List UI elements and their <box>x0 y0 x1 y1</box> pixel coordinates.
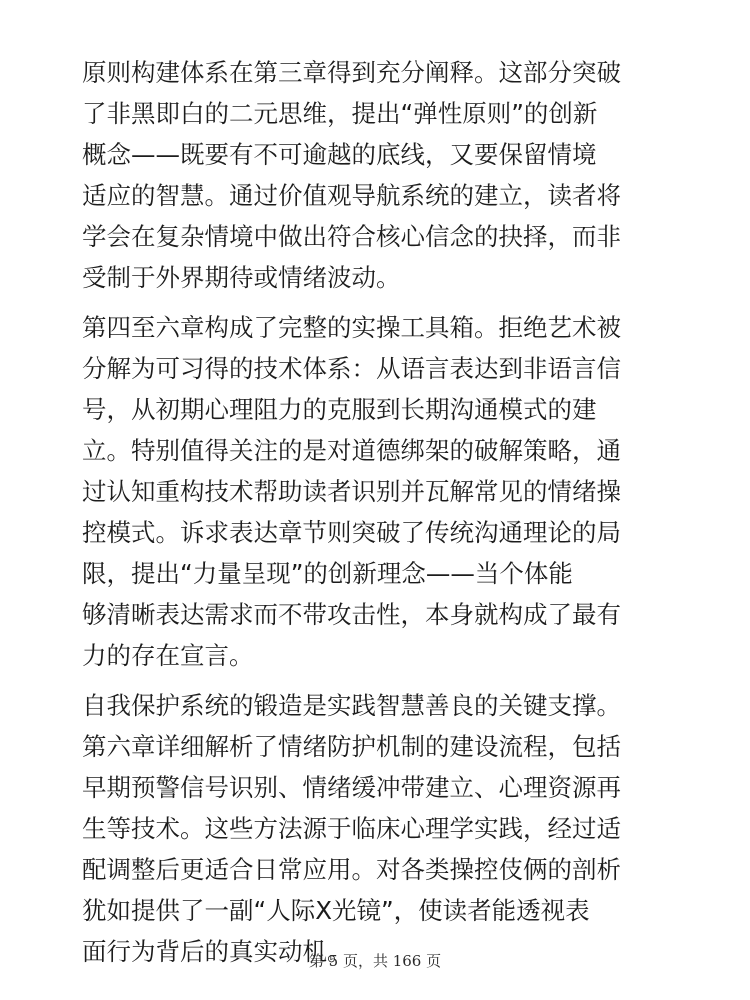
text-line: 限，提出“力量呈现”的创新理念——当个体能 <box>82 559 573 588</box>
text-line: 自我保护系统的锻造是实践智慧善良的关键支撑。 <box>82 691 621 720</box>
text-line: 受制于外界期待或情绪波动。 <box>82 263 401 292</box>
text-line: 面行为背后的真实动机。 <box>82 937 352 966</box>
text-line: 立。特别值得关注的是对道德绑架的破解策略，通 <box>82 436 621 465</box>
body-text <box>82 52 682 981</box>
text-line: 控模式。诉求表达章节则突破了传统沟通理论的局 <box>82 518 621 547</box>
paragraph-3 <box>82 685 682 972</box>
text-line: 分解为可习得的技术体系：从语言表达到非语言信 <box>82 354 621 383</box>
text-line: 学会在复杂情境中做出符合核心信念的抉择，而非 <box>82 222 621 251</box>
text-line: 适应的智慧。通过价值观导航系统的建立，读者将 <box>82 181 621 210</box>
text-line: 配调整后更适合日常应用。对各类操控伎俩的剖析 <box>82 855 621 884</box>
text-line: 过认知重构技术帮助读者识别并瓦解常见的情绪操 <box>82 477 621 506</box>
text-line: 犹如提供了一副“人际X光镜”，使读者能透视表 <box>82 896 590 925</box>
text-line: 概念——既要有不可逾越的底线，又要保留情境 <box>82 140 597 169</box>
paragraph-2 <box>82 307 682 676</box>
text-line: 第四至六章构成了完整的实操工具箱。拒绝艺术被 <box>82 313 621 342</box>
text-line: 够清晰表达需求而不带攻击性，本身就构成了最有 <box>82 600 621 629</box>
text-line: 早期预警信号识别、情绪缓冲带建立、心理资源再 <box>82 773 621 802</box>
text-line: 了非黑即白的二元思维，提出“弹性原则”的创新 <box>82 99 598 128</box>
text-line: 原则构建体系在第三章得到充分阐释。这部分突破 <box>82 58 621 87</box>
text-line: 力的存在宣言。 <box>82 641 254 670</box>
page-number-footer: 第 5 页，共 166 页 <box>308 952 442 970</box>
paragraph-1 <box>82 52 682 298</box>
text-line: 第六章详细解析了情绪防护机制的建设流程，包括 <box>82 732 621 761</box>
text-line: 生等技术。这些方法源于临床心理学实践，经过适 <box>82 814 621 843</box>
text-line: 号，从初期心理阻力的克服到长期沟通模式的建 <box>82 395 597 424</box>
